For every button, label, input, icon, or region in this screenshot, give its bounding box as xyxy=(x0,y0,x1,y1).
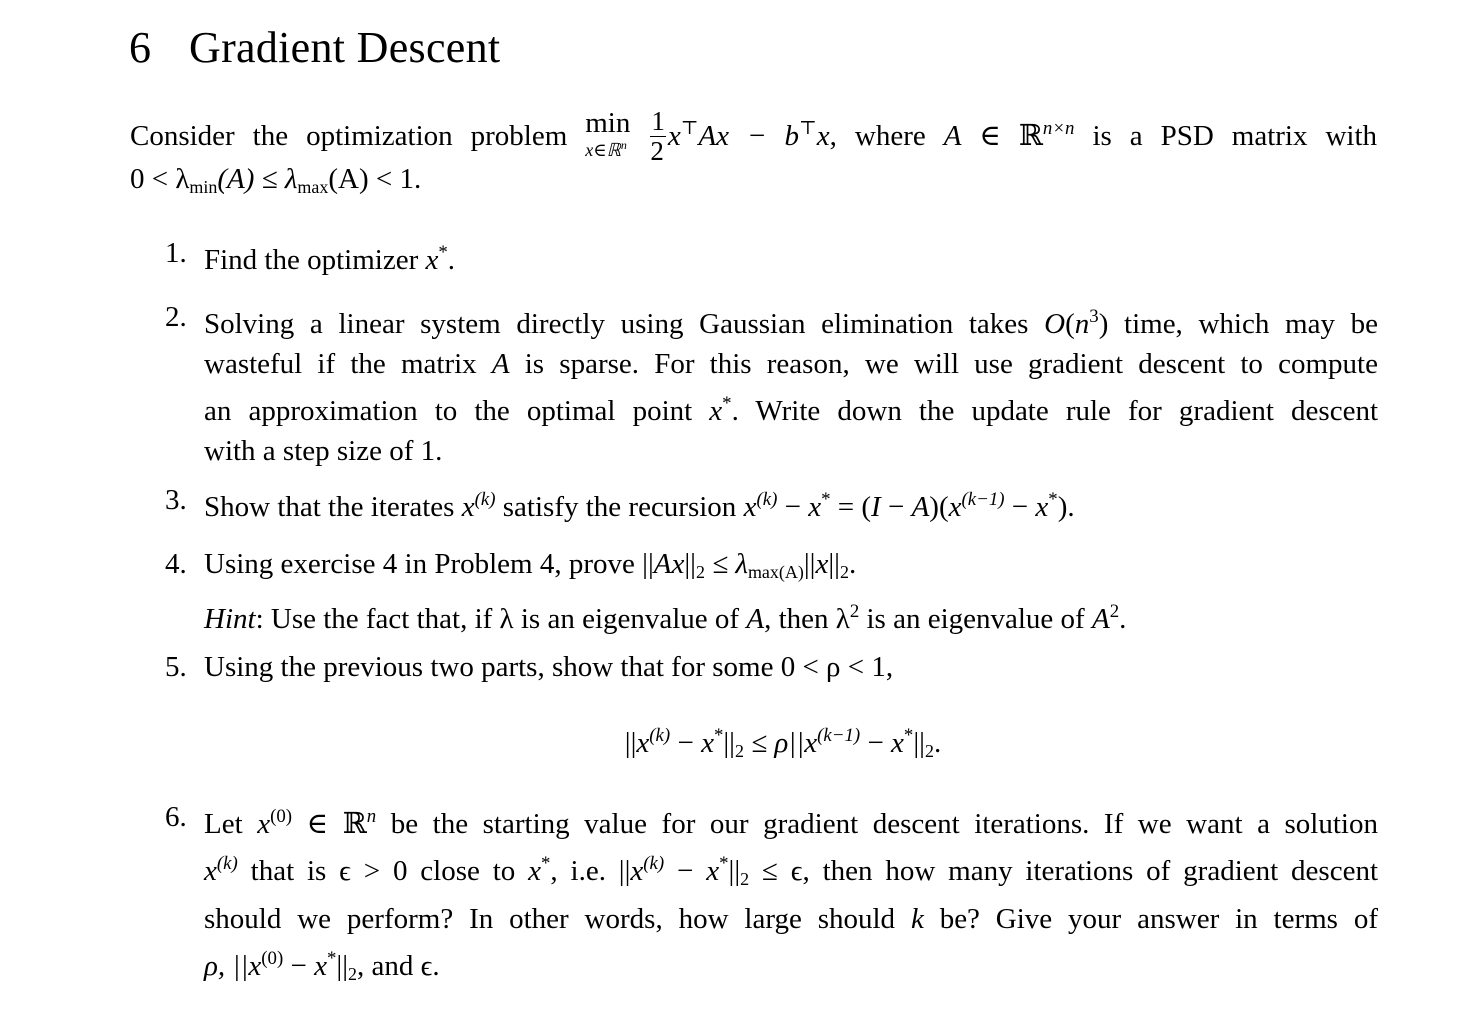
operator: − xyxy=(664,855,707,887)
superscript-k: (k) xyxy=(649,725,671,746)
item-row xyxy=(204,233,1378,280)
item-text: Using exercise 4 in Problem 4, prove xyxy=(204,548,643,580)
star: * xyxy=(821,489,831,510)
item-text: ≤ ϵ, then how many iterations of gradient descent xyxy=(749,855,1378,887)
item-number-1: 1. xyxy=(165,237,187,269)
norm-bar: || xyxy=(913,727,925,759)
var-x: x xyxy=(636,727,650,759)
intro-line-2 xyxy=(130,159,421,207)
var-x: x xyxy=(1035,491,1049,523)
subscript-2: 2 xyxy=(740,869,750,889)
hint-text: , then λ xyxy=(764,603,850,635)
section-title xyxy=(129,20,500,76)
transpose: ⊤ xyxy=(680,118,699,139)
subscript-2: 2 xyxy=(734,741,744,761)
item-row xyxy=(204,797,1378,844)
norm-bar: || xyxy=(728,855,741,887)
norm-bar: || xyxy=(624,727,637,759)
item-text: be? Give your answer in terms of xyxy=(923,903,1379,935)
item-row xyxy=(204,344,1378,384)
paren: ( xyxy=(1065,308,1075,340)
matrix-a: A xyxy=(911,491,930,523)
star: * xyxy=(326,948,337,969)
superscript-k: (k) xyxy=(643,853,665,874)
matrix-a: A xyxy=(491,348,510,380)
matrix-a: A xyxy=(1091,603,1110,635)
big-o: O xyxy=(1044,308,1066,340)
objective-rest: Ax − b xyxy=(698,120,800,152)
star: * xyxy=(719,853,729,874)
period: . xyxy=(933,727,942,759)
min-subscript-set: x∈ℝ xyxy=(585,140,621,160)
item-row xyxy=(204,899,1378,939)
subscript-max-a: max(A) xyxy=(747,562,804,582)
operator: = ( xyxy=(830,491,872,523)
item-row: Using the previous two parts, show that for some 0 < ρ < 1, xyxy=(204,651,894,683)
superscript-k: (k−1) xyxy=(817,725,861,746)
set-real: ∈ ℝ xyxy=(961,120,1043,152)
norm-bar: || xyxy=(684,548,696,580)
operator: − xyxy=(1004,491,1036,523)
item-text: be the starting value for our gradient descent iterations. If we want a solution xyxy=(376,808,1378,840)
display-equation xyxy=(0,716,1476,771)
item-3 xyxy=(204,480,1378,527)
transpose: ⊤ xyxy=(799,118,817,139)
hint-text: : Use the fact that, if λ is an eigenvalue of xyxy=(255,603,747,635)
item-number-3: 3. xyxy=(165,484,187,516)
operator: ≤ ρ|| xyxy=(743,727,805,759)
subscript-min: min xyxy=(189,177,218,197)
item-row xyxy=(204,939,1378,994)
norm-bar: || xyxy=(336,950,349,982)
subscript-2: 2 xyxy=(839,562,849,582)
item-row xyxy=(204,544,1378,592)
var-x: x xyxy=(425,244,439,276)
subscript-max: max xyxy=(297,177,329,197)
var-ax: Ax xyxy=(653,548,685,580)
item-text: , and ϵ. xyxy=(357,950,440,982)
exponent: 3 xyxy=(1089,306,1099,327)
var-x: x xyxy=(204,855,217,887)
item-text: Solving a linear system directly using Gaussian elimination takes xyxy=(204,308,1045,340)
eigen-bound: 0 < λ xyxy=(130,163,190,195)
subscript-2: 2 xyxy=(924,741,934,761)
var-x: x xyxy=(804,727,818,759)
item-2 xyxy=(204,297,1378,471)
hint-text: . xyxy=(1119,603,1127,635)
item-text: . xyxy=(447,244,456,276)
min-subscript-sup: n xyxy=(620,138,627,152)
item-1 xyxy=(204,233,1378,280)
superscript-0: (0) xyxy=(270,806,293,827)
superscript-0: (0) xyxy=(261,948,284,969)
var-x: x xyxy=(706,855,720,887)
var-x: x xyxy=(701,727,714,759)
superscript-k: (k) xyxy=(216,853,238,874)
var-x: x xyxy=(314,950,327,982)
superscript-k: (k) xyxy=(756,489,778,510)
var-x: x xyxy=(815,548,829,580)
star: * xyxy=(438,242,448,263)
star: * xyxy=(541,853,551,874)
var-x: x xyxy=(948,491,962,523)
eigen-bound: (A) ≤ λ xyxy=(217,163,298,195)
rho-norm: ρ, || xyxy=(204,950,249,982)
operator: ≤ λ xyxy=(704,548,748,580)
star: * xyxy=(713,725,724,746)
exponent: 2 xyxy=(849,601,860,622)
item-text: ) time, which may be xyxy=(1098,308,1378,340)
item-number-5: 5. xyxy=(165,651,187,683)
item-text: satisfy the recursion xyxy=(495,491,744,523)
fraction-denominator: 2 xyxy=(650,135,664,166)
item-row xyxy=(204,592,1378,639)
var-x: x xyxy=(461,491,475,523)
operator: − xyxy=(860,727,892,759)
item-text: an approximation to the optimal point xyxy=(204,395,710,427)
var-n: n xyxy=(1074,308,1090,340)
operator: − xyxy=(283,950,315,982)
item-row xyxy=(204,844,1378,899)
exponent: 2 xyxy=(1109,601,1120,622)
var-k: k xyxy=(910,903,924,935)
matrix-dims: n×n xyxy=(1042,118,1075,139)
subscript-2: 2 xyxy=(348,964,357,984)
var-x: x xyxy=(630,855,644,887)
matrix-a: A xyxy=(746,603,765,635)
min-subscript xyxy=(585,139,630,159)
operator: − xyxy=(670,727,702,759)
item-6 xyxy=(204,797,1378,994)
var-x: x xyxy=(248,950,262,982)
fraction-numerator: 1 xyxy=(651,105,665,136)
intro-text: , where xyxy=(829,120,944,152)
fraction-half xyxy=(650,105,666,166)
star: * xyxy=(722,393,732,414)
var-x: x xyxy=(528,855,541,887)
operator: − xyxy=(880,491,912,523)
star: * xyxy=(903,725,914,746)
objective-var: x xyxy=(667,120,681,152)
subscript-2: 2 xyxy=(695,562,705,582)
var-x: x xyxy=(709,395,723,427)
item-number-2: 2. xyxy=(165,301,187,333)
item-row xyxy=(204,384,1378,431)
item-text: should we perform? In other words, how large should xyxy=(204,903,911,935)
item-text: Show that the iterates xyxy=(204,491,462,523)
exponent-n: n xyxy=(366,806,377,827)
operator: − xyxy=(777,491,809,523)
star: * xyxy=(1048,489,1058,510)
item-text: Find the optimizer xyxy=(204,244,426,276)
norm-bar: || xyxy=(723,727,735,759)
item-row: with a step size of 1. xyxy=(204,435,443,467)
section-number: 6 xyxy=(129,23,152,72)
superscript-k: (k) xyxy=(474,489,496,510)
norm-bar: || xyxy=(828,548,840,580)
item-text: wasteful if the matrix xyxy=(204,348,492,380)
item-text: that is ϵ > 0 close to xyxy=(237,855,529,887)
norm-bar: || xyxy=(803,548,816,580)
norm-bar: || xyxy=(642,548,654,580)
var-x: x xyxy=(257,808,271,840)
item-text: is sparse. For this reason, we will use gradient descent to compute xyxy=(509,348,1378,380)
item-text: , i.e. || xyxy=(550,855,631,887)
var-x: x xyxy=(743,491,757,523)
identity: I xyxy=(871,491,881,523)
hint-label: Hint xyxy=(204,603,256,635)
eigen-bound: (A) < 1. xyxy=(328,163,422,195)
superscript-k: (k−1) xyxy=(961,489,1005,510)
section-title-text: Gradient Descent xyxy=(189,23,501,72)
objective-var: x xyxy=(816,120,830,152)
item-text: . xyxy=(848,548,857,580)
item-number-6: 6. xyxy=(165,801,187,833)
set-real: ∈ ℝ xyxy=(292,808,367,840)
item-5 xyxy=(204,647,1378,687)
intro-text: Consider the optimization problem xyxy=(130,120,586,152)
item-number-4: 4. xyxy=(165,548,187,580)
min-label: min xyxy=(585,107,631,139)
matrix-a: A xyxy=(943,120,962,152)
item-text: Let xyxy=(204,808,258,840)
item-4 xyxy=(204,544,1378,639)
paren: ). xyxy=(1057,491,1075,523)
var-x: x xyxy=(808,491,822,523)
hint-text: is an eigenvalue of xyxy=(859,603,1092,635)
item-row xyxy=(204,297,1378,344)
paren: )( xyxy=(929,491,949,523)
item-row xyxy=(204,480,1378,527)
intro-text: is a PSD matrix with xyxy=(1074,120,1377,152)
item-text: . Write down the update rule for gradient descent xyxy=(731,395,1379,427)
var-x: x xyxy=(891,727,904,759)
min-operator xyxy=(585,109,630,159)
